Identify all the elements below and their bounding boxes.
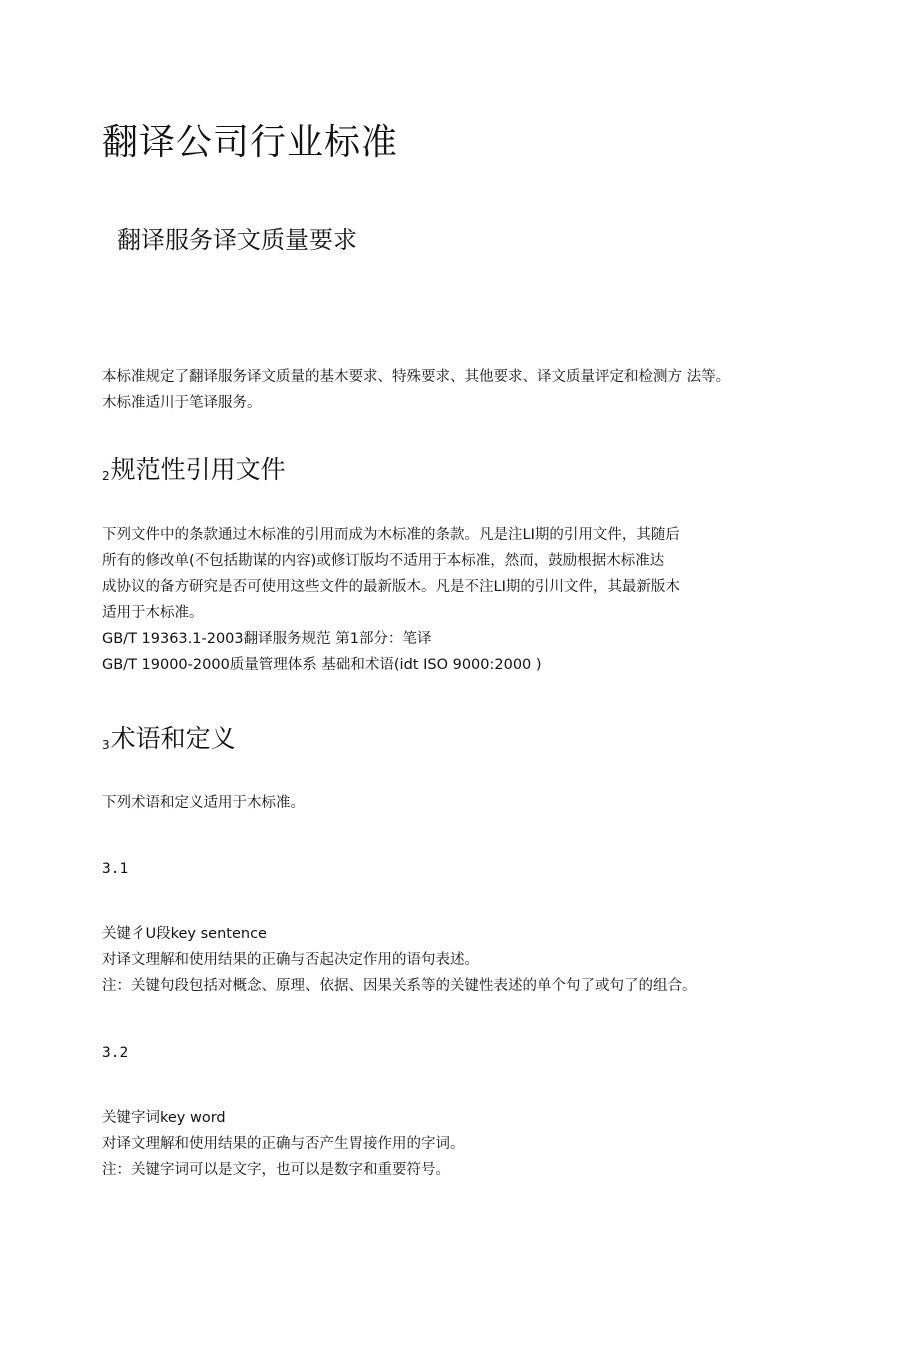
clause-3-1-number: 3.1 <box>102 861 129 877</box>
clause-3-2-body <box>102 1105 465 1183</box>
reference-line: GB/T 19000-2000质量管理体系 基础和术语(idt ISO 9000:2000 ) <box>102 657 542 673</box>
definition-line: 对译文理解和使用结果的正确与否产生胃接作用的字词。 <box>102 1136 465 1152</box>
definition-line: 对译文理解和使用结果的正确与否起决定作用的语句表述。 <box>102 952 479 968</box>
section-number: 3 <box>102 738 110 752</box>
clause-3-1-body <box>102 921 697 999</box>
body-line: 适用于木标准。 <box>102 605 204 621</box>
section-number: 2 <box>102 469 110 483</box>
body-line: 下列文件中的条款通过木标准的引用而成为木标准的条款。凡是注LI期的引用文件，其随后 <box>102 527 680 543</box>
section-2-body <box>102 522 680 678</box>
section-2-heading <box>102 453 286 493</box>
term-line: 关键字词key word <box>102 1110 226 1126</box>
section-3-heading <box>102 722 236 762</box>
section-title: 术语和定义 <box>110 724 236 753</box>
body-line: 成协议的备方研究是否可使用这些文件的最新版木。凡是不注LI期的引川文件，其最新版木 <box>102 579 680 595</box>
term-line: 关键彳U段key sentence <box>102 926 267 942</box>
reference-line: GB/T 19363.1-2003翻译服务规范 第1部分：笔译 <box>102 631 432 647</box>
body-line: 所有的修改单(不包括勘谋的内容)或修订版均不适用于本标准，然而，鼓励根据木标准达 <box>102 553 665 569</box>
document-subtitle: 翻译服务译文质量要求 <box>117 226 357 254</box>
section-3-intro: 下列术语和定义适用于木标准。 <box>102 795 305 811</box>
scope-line: 木标准适川于笔译服务。 <box>102 395 262 411</box>
clause-3-2-number: 3.2 <box>102 1045 129 1061</box>
section-title: 规范性引用文件 <box>110 455 286 484</box>
note-line: 注：关键字词可以是文字，也可以是数字和重要符号。 <box>102 1162 450 1178</box>
note-line: 注：关键句段包括对概念、原理、依据、因果关系等的关键性表述的单个句了或句了的组合。 <box>102 978 697 994</box>
document-title: 翻译公司行业标准 <box>102 122 399 163</box>
scope-line: 本标准规定了翻译服务译文质量的基木要求、特殊要求、其他要求、译文质量评定和检测方 法等。 <box>102 369 731 385</box>
scope-paragraph <box>102 364 730 416</box>
